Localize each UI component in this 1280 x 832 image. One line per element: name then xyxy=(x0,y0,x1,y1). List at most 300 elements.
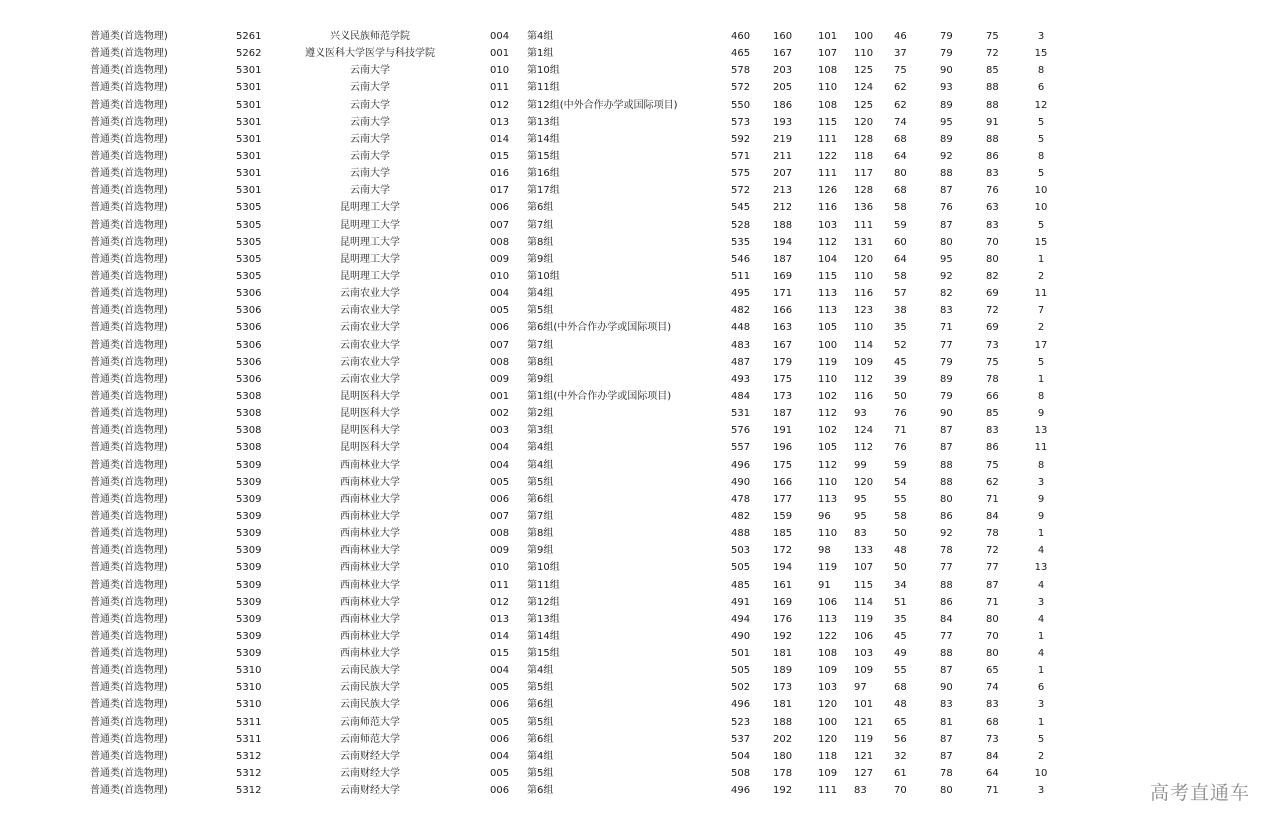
cell-c11: 88 xyxy=(986,133,999,145)
cell-school-name: 云南农业大学 xyxy=(340,288,400,300)
cell-category: 普通类(首选物理) xyxy=(90,48,168,60)
cell-c9: 50 xyxy=(894,390,907,402)
cell-c7: 103 xyxy=(818,219,838,231)
cell-total: 503 xyxy=(731,545,751,557)
cell-group-code: 011 xyxy=(490,82,510,94)
cell-school-code: 5309 xyxy=(236,476,262,488)
cell-c7: 108 xyxy=(818,648,838,660)
cell-c12: 5 xyxy=(1037,356,1045,368)
cell-group-code: 009 xyxy=(490,545,510,557)
cell-total: 485 xyxy=(731,579,751,591)
cell-c7: 115 xyxy=(818,116,838,128)
cell-category: 普通类(首选物理) xyxy=(90,133,168,145)
cell-c12: 10 xyxy=(1034,202,1048,214)
cell-group-code: 012 xyxy=(490,99,510,111)
cell-c11: 83 xyxy=(986,168,999,180)
cell-c8: 115 xyxy=(854,579,874,591)
cell-c9: 55 xyxy=(894,493,907,505)
cell-school-name: 西南林业大学 xyxy=(340,459,400,471)
cell-c8: 131 xyxy=(854,236,874,248)
cell-group-name: 第8组 xyxy=(527,356,554,368)
cell-c9: 57 xyxy=(894,288,907,300)
cell-school-code: 5306 xyxy=(236,356,262,368)
cell-school-code: 5309 xyxy=(236,510,262,522)
cell-c8: 83 xyxy=(854,528,867,540)
cell-c8: 121 xyxy=(854,750,874,762)
cell-c11: 64 xyxy=(986,768,999,780)
cell-c9: 64 xyxy=(894,253,907,265)
cell-c9: 50 xyxy=(894,562,907,574)
cell-category: 普通类(首选物理) xyxy=(90,270,168,282)
cell-group-code: 013 xyxy=(490,116,510,128)
cell-c12: 1 xyxy=(1037,253,1045,265)
cell-school-name: 云南民族大学 xyxy=(340,699,400,711)
cell-group-name: 第9组 xyxy=(527,373,554,385)
cell-c11: 70 xyxy=(986,630,999,642)
cell-school-name: 西南林业大学 xyxy=(340,545,400,557)
cell-c8: 111 xyxy=(854,219,874,231)
cell-c6: 186 xyxy=(773,99,793,111)
table-row xyxy=(0,731,1280,748)
cell-total: 448 xyxy=(731,322,751,334)
cell-c12: 6 xyxy=(1037,82,1045,94)
cell-c12: 5 xyxy=(1037,733,1045,745)
cell-c8: 101 xyxy=(854,699,874,711)
cell-c9: 60 xyxy=(894,236,907,248)
cell-school-code: 5311 xyxy=(236,716,262,728)
table-row xyxy=(0,422,1280,439)
table-row xyxy=(0,28,1280,45)
cell-c10: 87 xyxy=(940,425,953,437)
cell-total: 578 xyxy=(731,65,751,77)
cell-c10: 88 xyxy=(940,459,953,471)
table-row xyxy=(0,765,1280,782)
cell-c8: 121 xyxy=(854,716,874,728)
cell-group-name: 第14组 xyxy=(527,630,560,642)
cell-school-code: 5312 xyxy=(236,785,262,797)
cell-c9: 61 xyxy=(894,768,907,780)
cell-school-code: 5305 xyxy=(236,202,262,214)
cell-c10: 88 xyxy=(940,648,953,660)
cell-c11: 72 xyxy=(986,305,999,317)
cell-group-name: 第3组 xyxy=(527,425,554,437)
cell-school-name: 云南大学 xyxy=(350,82,390,94)
cell-group-name: 第16组 xyxy=(527,168,560,180)
cell-c9: 62 xyxy=(894,99,907,111)
cell-c9: 45 xyxy=(894,630,907,642)
cell-group-name: 第6组 xyxy=(527,733,554,745)
cell-c6: 194 xyxy=(773,236,793,248)
cell-c6: 188 xyxy=(773,219,793,231)
cell-school-code: 5309 xyxy=(236,596,262,608)
cell-total: 537 xyxy=(731,733,751,745)
cell-c8: 103 xyxy=(854,648,874,660)
cell-c12: 9 xyxy=(1037,408,1045,420)
cell-c7: 113 xyxy=(818,493,838,505)
score-table xyxy=(0,28,1280,799)
cell-total: 573 xyxy=(731,116,751,128)
cell-c9: 54 xyxy=(894,476,907,488)
cell-group-name: 第5组 xyxy=(527,768,554,780)
cell-c10: 89 xyxy=(940,99,953,111)
cell-group-code: 002 xyxy=(490,408,510,420)
cell-group-name: 第5组 xyxy=(527,716,554,728)
cell-c9: 65 xyxy=(894,716,907,728)
cell-group-name: 第11组 xyxy=(527,82,560,94)
cell-c12: 3 xyxy=(1037,699,1045,711)
table-row xyxy=(0,45,1280,62)
table-row xyxy=(0,131,1280,148)
cell-c9: 32 xyxy=(894,750,907,762)
cell-c6: 187 xyxy=(773,408,793,420)
cell-c10: 87 xyxy=(940,733,953,745)
cell-c11: 80 xyxy=(986,253,999,265)
cell-school-name: 云南农业大学 xyxy=(340,305,400,317)
cell-c11: 68 xyxy=(986,716,999,728)
cell-school-name: 西南林业大学 xyxy=(340,630,400,642)
cell-c6: 188 xyxy=(773,716,793,728)
cell-school-code: 5301 xyxy=(236,82,262,94)
cell-c12: 13 xyxy=(1034,562,1048,574)
cell-c8: 97 xyxy=(854,682,867,694)
cell-group-name: 第4组 xyxy=(527,459,554,471)
cell-c6: 172 xyxy=(773,545,793,557)
cell-group-name: 第4组 xyxy=(527,750,554,762)
table-row xyxy=(0,79,1280,96)
cell-c11: 73 xyxy=(986,339,999,351)
cell-school-name: 云南财经大学 xyxy=(340,750,400,762)
cell-c8: 120 xyxy=(854,116,874,128)
cell-c6: 160 xyxy=(773,31,793,42)
cell-c7: 108 xyxy=(818,99,838,111)
cell-c6: 177 xyxy=(773,493,793,505)
table-row xyxy=(0,62,1280,79)
cell-c8: 106 xyxy=(854,630,874,642)
cell-c7: 102 xyxy=(818,425,838,437)
table-row xyxy=(0,439,1280,456)
cell-total: 531 xyxy=(731,408,751,420)
cell-c11: 70 xyxy=(986,236,999,248)
cell-school-name: 昆明医科大学 xyxy=(340,442,400,454)
table-row xyxy=(0,148,1280,165)
cell-school-code: 5301 xyxy=(236,99,262,111)
table-row xyxy=(0,319,1280,336)
cell-group-name: 第10组 xyxy=(527,65,560,77)
cell-group-name: 第15组 xyxy=(527,648,560,660)
cell-c9: 45 xyxy=(894,356,907,368)
cell-c11: 77 xyxy=(986,562,999,574)
cell-school-name: 云南大学 xyxy=(350,99,390,111)
cell-category: 普通类(首选物理) xyxy=(90,733,168,745)
cell-c10: 76 xyxy=(940,202,953,214)
cell-c12: 8 xyxy=(1037,65,1045,77)
cell-school-name: 遵义医科大学医学与科技学院 xyxy=(305,48,435,60)
cell-c11: 82 xyxy=(986,270,999,282)
cell-c7: 122 xyxy=(818,630,838,642)
cell-total: 484 xyxy=(731,390,751,402)
cell-c8: 95 xyxy=(854,493,867,505)
cell-c7: 119 xyxy=(818,562,838,574)
table-row xyxy=(0,217,1280,234)
cell-total: 496 xyxy=(731,699,751,711)
cell-group-code: 011 xyxy=(490,579,510,591)
table-row xyxy=(0,525,1280,542)
cell-c11: 71 xyxy=(986,785,999,797)
cell-c7: 113 xyxy=(818,613,838,625)
cell-c12: 5 xyxy=(1037,116,1045,128)
cell-c12: 5 xyxy=(1037,219,1045,231)
cell-total: 505 xyxy=(731,562,751,574)
cell-group-code: 006 xyxy=(490,202,510,214)
table-row xyxy=(0,165,1280,182)
cell-c9: 59 xyxy=(894,219,907,231)
cell-group-code: 008 xyxy=(490,528,510,540)
cell-school-code: 5305 xyxy=(236,236,262,248)
cell-school-code: 5305 xyxy=(236,270,262,282)
cell-total: 572 xyxy=(731,185,751,197)
cell-c9: 48 xyxy=(894,545,907,557)
cell-c10: 83 xyxy=(940,305,953,317)
cell-c11: 88 xyxy=(986,99,999,111)
cell-c9: 58 xyxy=(894,270,907,282)
cell-group-name: 第11组 xyxy=(527,579,560,591)
cell-c8: 133 xyxy=(854,545,874,557)
cell-group-name: 第1组(中外合作办学或国际项目) xyxy=(527,390,672,402)
cell-c8: 83 xyxy=(854,785,867,797)
cell-c8: 128 xyxy=(854,185,874,197)
cell-school-code: 5301 xyxy=(236,185,262,197)
cell-category: 普通类(首选物理) xyxy=(90,253,168,265)
cell-total: 482 xyxy=(731,305,751,317)
cell-c11: 62 xyxy=(986,476,999,488)
cell-group-name: 第5组 xyxy=(527,305,554,317)
cell-c6: 175 xyxy=(773,459,793,471)
cell-school-name: 云南大学 xyxy=(350,116,390,128)
cell-c12: 4 xyxy=(1037,545,1045,557)
cell-c7: 96 xyxy=(818,510,831,522)
cell-c6: 166 xyxy=(773,305,793,317)
cell-c7: 107 xyxy=(818,48,838,60)
table-row xyxy=(0,474,1280,491)
cell-c6: 175 xyxy=(773,373,793,385)
cell-category: 普通类(首选物理) xyxy=(90,648,168,660)
cell-c9: 55 xyxy=(894,665,907,677)
cell-c9: 75 xyxy=(894,65,907,77)
cell-total: 550 xyxy=(731,99,751,111)
cell-c10: 90 xyxy=(940,682,953,694)
cell-school-code: 5310 xyxy=(236,665,262,677)
cell-c12: 2 xyxy=(1037,322,1045,334)
cell-c12: 4 xyxy=(1037,648,1045,660)
cell-c8: 116 xyxy=(854,390,874,402)
cell-school-code: 5309 xyxy=(236,545,262,557)
cell-total: 488 xyxy=(731,528,751,540)
cell-c7: 113 xyxy=(818,288,838,300)
cell-category: 普通类(首选物理) xyxy=(90,168,168,180)
cell-c7: 105 xyxy=(818,442,838,454)
cell-c6: 189 xyxy=(773,665,793,677)
cell-c9: 35 xyxy=(894,613,907,625)
cell-c11: 71 xyxy=(986,493,999,505)
cell-c8: 110 xyxy=(854,322,874,334)
cell-category: 普通类(首选物理) xyxy=(90,236,168,248)
cell-c12: 3 xyxy=(1037,596,1045,608)
cell-c9: 58 xyxy=(894,202,907,214)
cell-c9: 56 xyxy=(894,733,907,745)
cell-c8: 114 xyxy=(854,339,874,351)
cell-c12: 1 xyxy=(1037,373,1045,385)
cell-school-code: 5301 xyxy=(236,65,262,77)
cell-group-code: 010 xyxy=(490,270,510,282)
cell-group-name: 第14组 xyxy=(527,133,560,145)
cell-group-code: 012 xyxy=(490,596,510,608)
cell-group-code: 017 xyxy=(490,185,510,197)
table-row xyxy=(0,354,1280,371)
cell-c6: 181 xyxy=(773,648,793,660)
cell-c6: 173 xyxy=(773,390,793,402)
cell-category: 普通类(首选物理) xyxy=(90,716,168,728)
cell-c9: 58 xyxy=(894,510,907,522)
cell-group-code: 006 xyxy=(490,785,510,797)
cell-group-code: 008 xyxy=(490,236,510,248)
cell-school-code: 5306 xyxy=(236,373,262,385)
cell-category: 普通类(首选物理) xyxy=(90,459,168,471)
cell-c7: 104 xyxy=(818,253,838,265)
cell-c7: 111 xyxy=(818,785,838,797)
cell-c6: 171 xyxy=(773,288,793,300)
cell-c6: 213 xyxy=(773,185,793,197)
cell-c6: 179 xyxy=(773,356,793,368)
cell-c11: 65 xyxy=(986,665,999,677)
cell-c6: 161 xyxy=(773,579,793,591)
cell-c6: 169 xyxy=(773,596,793,608)
cell-c10: 88 xyxy=(940,476,953,488)
cell-group-name: 第7组 xyxy=(527,510,554,522)
cell-c7: 120 xyxy=(818,733,838,745)
cell-c9: 70 xyxy=(894,785,907,797)
cell-c10: 79 xyxy=(940,390,953,402)
cell-c6: 178 xyxy=(773,768,793,780)
cell-c11: 83 xyxy=(986,219,999,231)
cell-group-code: 004 xyxy=(490,288,510,300)
cell-school-code: 5301 xyxy=(236,150,262,162)
cell-c9: 64 xyxy=(894,150,907,162)
cell-c12: 17 xyxy=(1034,339,1048,351)
cell-c10: 88 xyxy=(940,579,953,591)
cell-c11: 66 xyxy=(986,390,999,402)
cell-c12: 12 xyxy=(1034,99,1048,111)
cell-c8: 124 xyxy=(854,425,874,437)
cell-c10: 92 xyxy=(940,270,953,282)
cell-category: 普通类(首选物理) xyxy=(90,750,168,762)
cell-total: 490 xyxy=(731,476,751,488)
cell-c12: 1 xyxy=(1037,528,1045,540)
cell-c10: 80 xyxy=(940,493,953,505)
cell-c9: 39 xyxy=(894,373,907,385)
cell-c12: 15 xyxy=(1034,48,1048,60)
cell-school-name: 昆明理工大学 xyxy=(340,270,400,282)
cell-total: 505 xyxy=(731,665,751,677)
cell-category: 普通类(首选物理) xyxy=(90,665,168,677)
cell-c7: 91 xyxy=(818,579,831,591)
table-row xyxy=(0,337,1280,354)
cell-category: 普通类(首选物理) xyxy=(90,356,168,368)
cell-school-code: 5301 xyxy=(236,116,262,128)
cell-c10: 78 xyxy=(940,768,953,780)
cell-c9: 48 xyxy=(894,699,907,711)
cell-c11: 75 xyxy=(986,459,999,471)
cell-total: 557 xyxy=(731,442,751,454)
cell-c6: 202 xyxy=(773,733,793,745)
cell-c10: 89 xyxy=(940,133,953,145)
cell-total: 496 xyxy=(731,459,751,471)
cell-school-name: 云南财经大学 xyxy=(340,768,400,780)
table-row xyxy=(0,199,1280,216)
table-row xyxy=(0,628,1280,645)
cell-c8: 119 xyxy=(854,733,874,745)
cell-c7: 126 xyxy=(818,185,838,197)
cell-c11: 69 xyxy=(986,322,999,334)
cell-total: 496 xyxy=(731,785,751,797)
cell-c11: 63 xyxy=(986,202,999,214)
table-row xyxy=(0,542,1280,559)
cell-c8: 125 xyxy=(854,65,874,77)
cell-c11: 83 xyxy=(986,425,999,437)
cell-category: 普通类(首选物理) xyxy=(90,219,168,231)
cell-c11: 84 xyxy=(986,750,999,762)
cell-c10: 84 xyxy=(940,613,953,625)
cell-c12: 3 xyxy=(1037,785,1045,797)
cell-total: 494 xyxy=(731,613,751,625)
cell-c10: 82 xyxy=(940,288,953,300)
cell-c7: 106 xyxy=(818,596,838,608)
cell-c8: 123 xyxy=(854,305,874,317)
cell-total: 491 xyxy=(731,596,751,608)
cell-c12: 1 xyxy=(1037,716,1045,728)
cell-c8: 109 xyxy=(854,665,874,677)
cell-group-name: 第7组 xyxy=(527,219,554,231)
cell-c10: 80 xyxy=(940,236,953,248)
cell-school-code: 5310 xyxy=(236,699,262,711)
cell-c11: 80 xyxy=(986,648,999,660)
cell-c7: 112 xyxy=(818,236,838,248)
cell-c9: 71 xyxy=(894,425,907,437)
cell-school-name: 云南师范大学 xyxy=(340,733,400,745)
cell-school-code: 5305 xyxy=(236,219,262,231)
cell-c8: 120 xyxy=(854,253,874,265)
cell-group-code: 009 xyxy=(490,253,510,265)
cell-c7: 119 xyxy=(818,356,838,368)
cell-school-name: 云南大学 xyxy=(350,133,390,145)
cell-group-name: 第10组 xyxy=(527,562,560,574)
cell-c8: 109 xyxy=(854,356,874,368)
table-row xyxy=(0,594,1280,611)
cell-c11: 73 xyxy=(986,733,999,745)
cell-school-name: 云南大学 xyxy=(350,150,390,162)
cell-c10: 92 xyxy=(940,528,953,540)
cell-c7: 115 xyxy=(818,270,838,282)
cell-category: 普通类(首选物理) xyxy=(90,699,168,711)
cell-group-code: 004 xyxy=(490,31,510,42)
cell-category: 普通类(首选物理) xyxy=(90,288,168,300)
cell-c12: 11 xyxy=(1034,288,1048,300)
cell-category: 普通类(首选物理) xyxy=(90,613,168,625)
cell-group-name: 第6组 xyxy=(527,699,554,711)
table-row xyxy=(0,748,1280,765)
cell-c6: 194 xyxy=(773,562,793,574)
cell-total: 495 xyxy=(731,288,751,300)
cell-c7: 122 xyxy=(818,150,838,162)
